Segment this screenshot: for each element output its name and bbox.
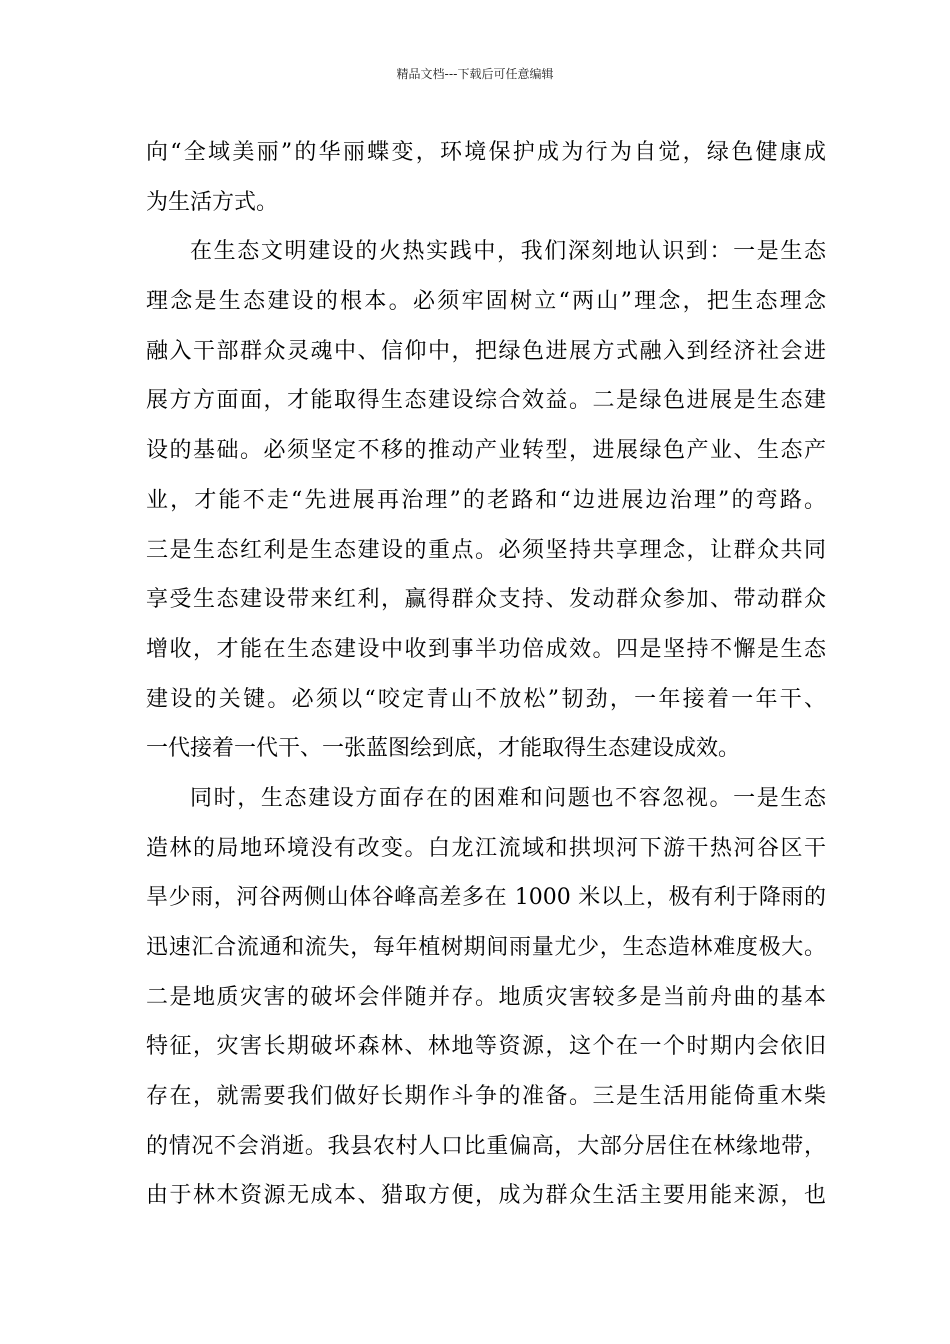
text-line: 为生活方式。 xyxy=(146,189,279,215)
text-line: 增收，才能在生态建设中收到事半功倍成效。四是坚持不懈是生态 xyxy=(146,636,826,662)
text-line: 存在，就需要我们做好长期作斗争的准备。三是生活用能倚重木柴 xyxy=(146,1084,826,1110)
text-line: 融入干部群众灵魂中、信仰中，把绿色进展方式融入到经济社会进 xyxy=(146,338,826,364)
text-line: 迅速汇合流通和流失，每年植树期间雨量尤少，生态造林难度极大。 xyxy=(146,935,826,960)
text-line: 二是地质灾害的破坏会伴随并存。地质灾害较多是当前舟曲的基本 xyxy=(146,984,826,1010)
page-header: 精品文档---下载后可任意编辑 xyxy=(396,67,554,81)
text-line: 三是生态红利是生态建设的重点。必须坚持共享理念，让群众共同 xyxy=(146,537,826,563)
text-line: 同时，生态建设方面存在的困难和问题也不容忽视。一是生态 xyxy=(190,785,826,811)
text-line: 建设的关键。必须以“咬定青山不放松”韧劲，一年接着一年干、 xyxy=(146,686,826,712)
text-line: 由于林木资源无成本、猎取方便，成为群众生活主要用能来源，也 xyxy=(146,1183,826,1209)
text-line: 展方方面面，才能取得生态建设综合效益。二是绿色进展是生态建 xyxy=(146,388,826,414)
document-body xyxy=(146,128,826,1221)
text-line: 一代接着一代干、一张蓝图绘到底，才能取得生态建设成效。 xyxy=(146,736,741,762)
text-line: 业，才能不走“先进展再治理”的老路和“边进展边治理”的弯路。 xyxy=(146,487,826,513)
text-line: 向“全域美丽”的华丽蝶变，环境保护成为行为自觉，绿色健康成 xyxy=(146,140,826,165)
text-line: 享受生态建设带来红利，赢得群众支持、发动群众参加、带动群众 xyxy=(146,587,826,613)
text-line: 特征，灾害长期破坏森林、林地等资源，这个在一个时期内会依旧 xyxy=(146,1034,826,1060)
text-line: 设的基础。必须坚定不移的推动产业转型，进展绿色产业、生态产 xyxy=(146,438,826,464)
text-line: 的情况不会消逝。我县农村人口比重偏高，大部分居住在林缘地带， xyxy=(146,1133,826,1159)
text-line: 在生态文明建设的火热实践中，我们深刻地认识到：一是生态 xyxy=(190,239,826,265)
text-line: 旱少雨，河谷两侧山体谷峰高差多在 1000 米以上，极有利于降雨的 xyxy=(146,885,826,911)
text-line: 理念是生态建设的根本。必须牢固树立“两山”理念，把生态理念 xyxy=(146,289,826,315)
text-line: 造林的局地环境没有改变。白龙江流域和拱坝河下游干热河谷区干 xyxy=(146,835,826,861)
